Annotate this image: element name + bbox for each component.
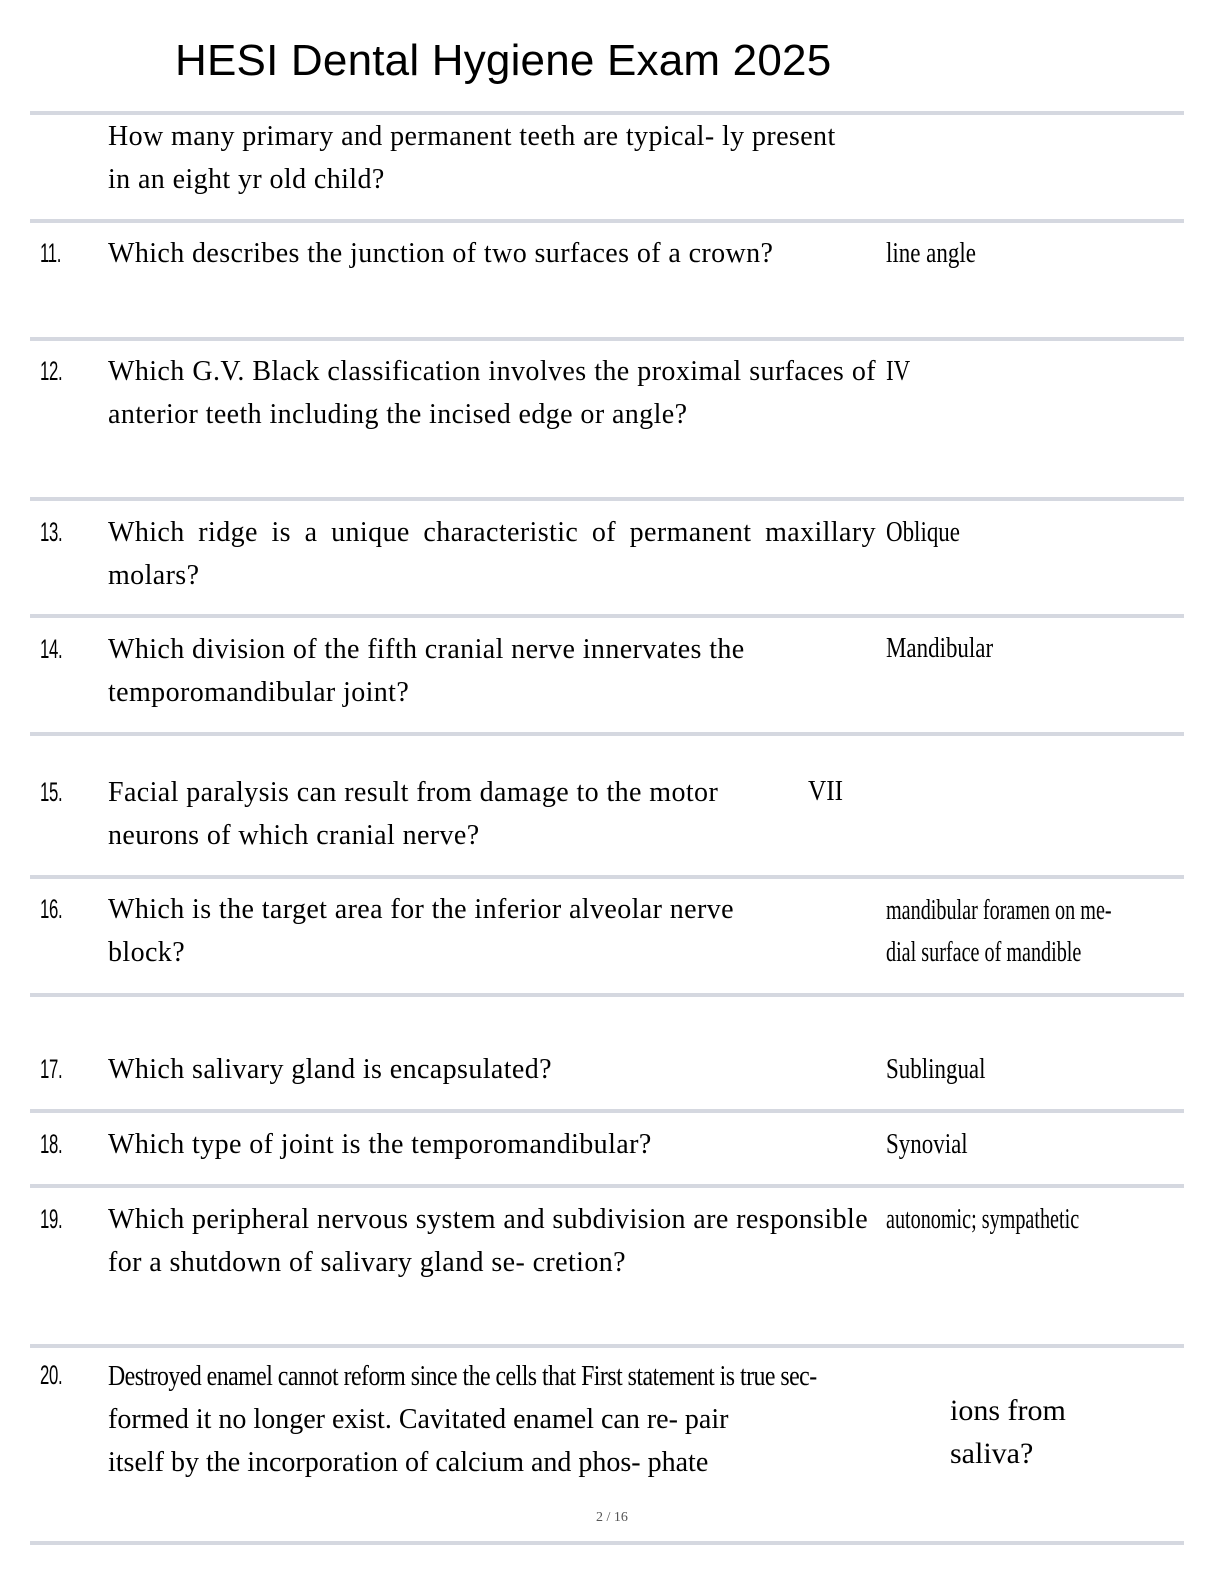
question-text: Which salivary gland is encapsulated?	[108, 1054, 552, 1085]
question-number: 16.	[40, 894, 63, 924]
divider	[30, 1541, 1184, 1545]
question-number: 13.	[40, 517, 63, 547]
question-number: 18.	[40, 1129, 63, 1159]
question-number: 12.	[40, 356, 63, 386]
divider	[30, 1344, 1184, 1348]
question-number: 11.	[40, 238, 62, 268]
divider	[30, 732, 1184, 736]
divider	[30, 1184, 1184, 1188]
divider	[30, 497, 1184, 501]
question-text: Which peripheral nervous system and subdivision are responsible for a shutdown of salivary gland se- cretion?	[108, 1204, 869, 1278]
answer-text: autonomic; sympathetic	[886, 1204, 1080, 1235]
question-text: How many primary and permanent teeth are typical- ly present in an eight yr old child?	[108, 121, 836, 195]
divider	[30, 1109, 1184, 1113]
question-text-line-2: formed it no longer exist. Cavitated enamel can re- pair	[108, 1404, 729, 1435]
page-number: 2 / 16	[596, 1510, 628, 1525]
page-title: HESI Dental Hygiene Exam 2025	[175, 36, 832, 85]
answer-text-line-2: dial surface of mandible	[886, 937, 1082, 968]
question-text: Facial paralysis can result from damage to the motor neurons of which cranial nerve?	[108, 777, 719, 851]
divider	[30, 614, 1184, 618]
question-text: Which is the target area for the inferior alveolar nerve block?	[108, 894, 734, 968]
answer-text: IV	[886, 356, 911, 387]
question-text: Which describes the junction of two surfaces of a crown?	[108, 238, 774, 269]
answer-text: Synovial	[886, 1129, 968, 1160]
question-text: Which type of joint is the temporomandibular?	[108, 1129, 652, 1160]
question-number: 19.	[40, 1204, 63, 1234]
question-text: Which division of the fifth cranial nerve innervates the temporomandibular joint?	[108, 634, 745, 708]
divider	[30, 337, 1184, 341]
answer-text-line-2: saliva?	[950, 1437, 1034, 1470]
question-number: 14.	[40, 634, 63, 664]
answer-text-line-1: mandibular foramen on me-	[886, 895, 1112, 926]
question-number: 15.	[40, 777, 63, 807]
answer-text: Sublingual	[886, 1054, 986, 1085]
answer-text: Mandibular	[886, 633, 994, 664]
answer-text	[950, 1389, 1066, 1475]
answer-text: VII	[808, 776, 843, 807]
question-text: Which ridge is a unique characteristic of permanent maxillary molars?	[108, 517, 876, 591]
divider	[30, 875, 1184, 879]
question-number: 17.	[40, 1054, 63, 1084]
answer-text-line-1: ions from	[950, 1394, 1066, 1427]
divider	[30, 993, 1184, 997]
answer-text: Oblique	[886, 517, 960, 548]
question-text-line-1: Destroyed enamel cannot reform since the cells that First statement is true sec-	[108, 1361, 817, 1392]
question-number: 20.	[40, 1360, 63, 1390]
question-text: Which G.V. Black classification involves the proximal surfaces of anterior teeth including the incised edge or angle?	[108, 356, 876, 430]
question-text-line-3: itself by the incorporation of calcium and phos- phate	[108, 1447, 709, 1478]
answer-text: line angle	[886, 238, 976, 269]
divider	[30, 219, 1184, 223]
